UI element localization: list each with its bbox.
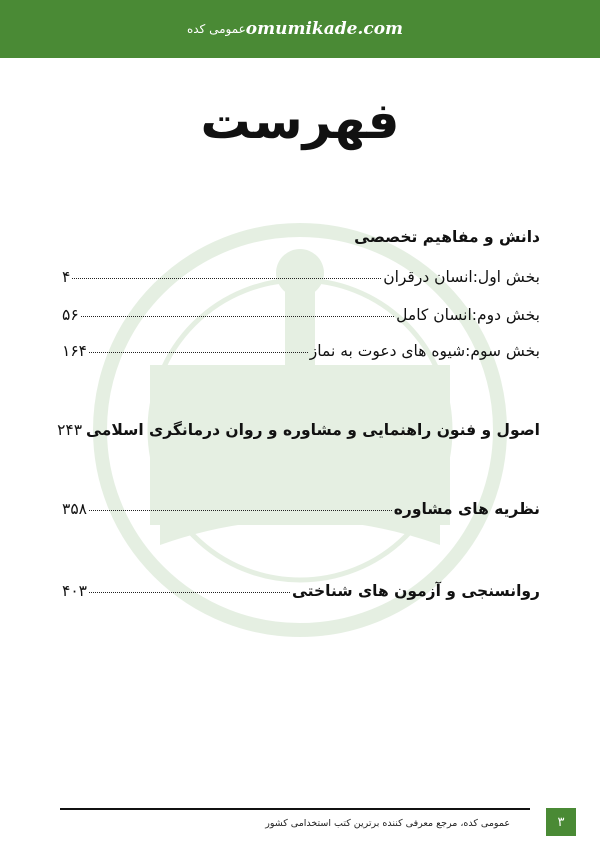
toc-page-number: ۴۰۳ [62,582,87,600]
toc-item-label: بخش سوم:شیوه های دعوت به نماز [309,342,540,360]
toc-item-label: بخش دوم:انسان کامل [396,306,540,324]
toc-page-number: ۳۵۸ [62,500,87,518]
toc-leader-dots [72,278,381,279]
toc-item-label: اصول و فنون راهنمایی و مشاوره و روان درمانگری اسلامی [86,421,540,439]
toc-page-number: ۲۴۳ [57,421,83,439]
page-title: فهرست [200,92,400,150]
toc-leader-dots [89,352,308,353]
toc-row[interactable] [57,421,540,439]
toc-leader-dots [81,316,395,317]
toc-page-number: ۴ [62,268,71,286]
toc-page-number: ۵۶ [62,306,79,324]
toc-item-label: بخش اول:انسان درقران [383,268,540,286]
toc-row[interactable] [62,500,540,518]
toc-section-1 [62,228,540,246]
toc-row[interactable] [62,582,540,600]
page-number-badge: ۳ [546,808,576,836]
toc-page-number: ۱۶۴ [62,342,87,360]
toc-row[interactable] [62,268,540,301]
toc-heading: دانش و مفاهیم تخصصی [354,228,540,246]
toc-row[interactable] [62,306,540,339]
toc-row[interactable] [62,342,540,375]
footer-text: عمومی کده، مرجع معرفی کننده برترین کتب استخدامی کشور [265,818,510,829]
footer-divider [60,808,530,810]
toc-leader-dots [89,510,392,511]
toc-item-label: نظریه های مشاوره [393,500,540,518]
site-name-fa: عمومی کده [186,22,246,36]
toc-item-label: روانسنجی و آزمون های شناختی [292,582,540,600]
site-name[interactable]: omumikade.com [245,19,404,39]
toc-leader-dots [89,592,290,593]
page-header [0,0,600,58]
